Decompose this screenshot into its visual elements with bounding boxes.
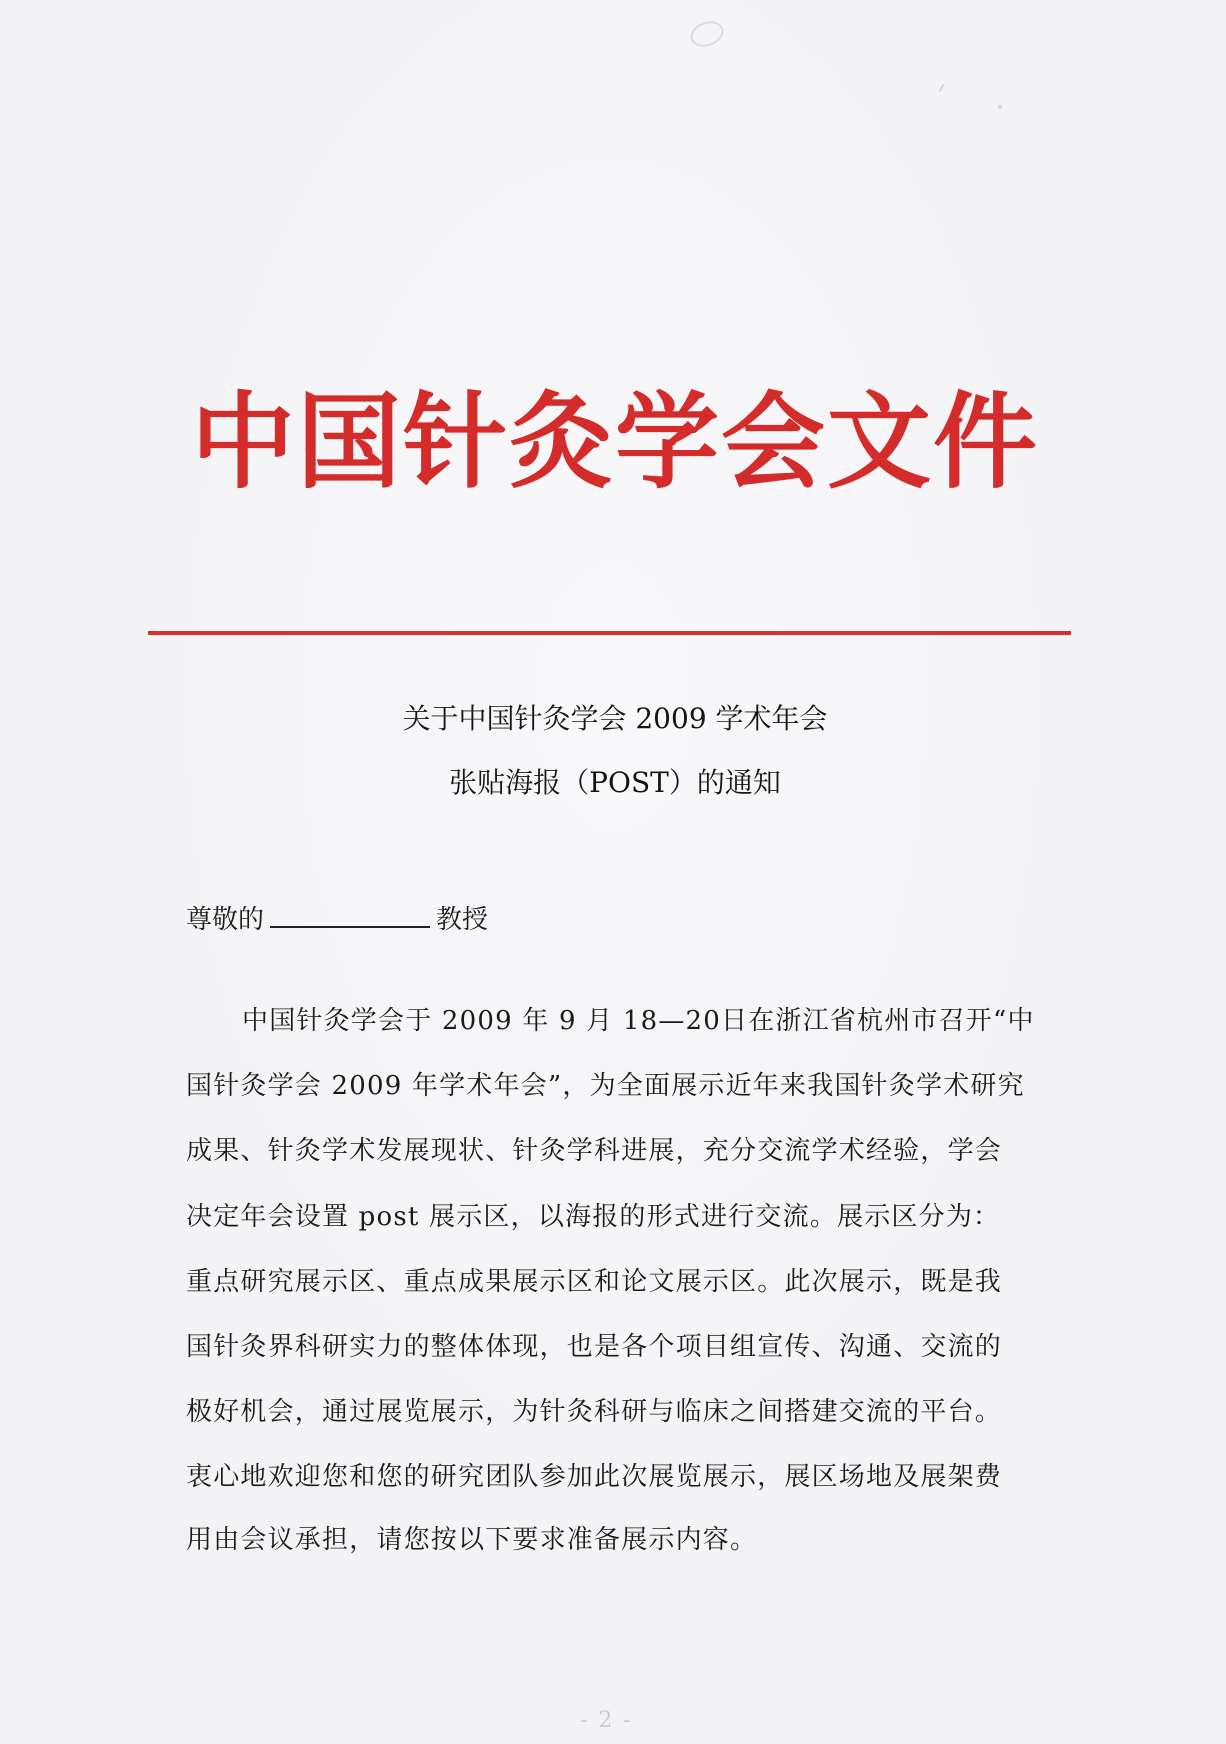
body-paragraph-line: 国针灸界科研实力的整体体现，也是各个项目组宣传、沟通、交流的 <box>186 1332 1003 1362</box>
page-number: - 2 - <box>580 1708 633 1733</box>
paper-speck <box>939 84 952 96</box>
paper-smudge <box>687 17 727 51</box>
paper-dot <box>998 105 1002 109</box>
body-paragraph-line: 衷心地欢迎您和您的研究团队参加此次展览展示，展区场地及展架费 <box>186 1462 1003 1492</box>
body-paragraph-line: 用由会议承担，请您按以下要求准备展示内容。 <box>186 1525 758 1555</box>
body-paragraph-line: 决定年会设置 post 展示区，以海报的形式进行交流。展示区分为： <box>186 1202 1001 1232</box>
body-paragraph-line: 重点研究展示区、重点成果展示区和论文展示区。此次展示，既是我 <box>186 1267 1003 1297</box>
body-paragraph-line: 中国针灸学会于 2009 年 9 月 18—20日在浙江省杭州市召开“中 <box>242 1006 1035 1036</box>
letterhead-red-rule <box>148 631 1071 635</box>
salutation-prefix: 尊敬的 <box>186 905 265 935</box>
body-paragraph-line: 国针灸学会 2009 年学术年会”，为全面展示近年来我国针灸学术研究 <box>186 1071 1025 1101</box>
letterhead-title: 中国针灸学会文件 <box>190 380 1039 503</box>
body-paragraph-line: 极好机会，通过展览展示，为针灸科研与临床之间搭建交流的平台。 <box>186 1397 1003 1427</box>
salutation <box>186 896 488 940</box>
notice-title-line-1: 关于中国针灸学会 2009 学术年会 <box>402 702 828 735</box>
salutation-name-blank <box>270 896 430 928</box>
salutation-suffix: 教授 <box>436 905 489 935</box>
notice-title-line-2: 张贴海报（POST）的通知 <box>449 766 781 799</box>
body-paragraph-line: 成果、针灸学术发展现状、针灸学科进展，充分交流学术经验，学会 <box>186 1136 1003 1166</box>
